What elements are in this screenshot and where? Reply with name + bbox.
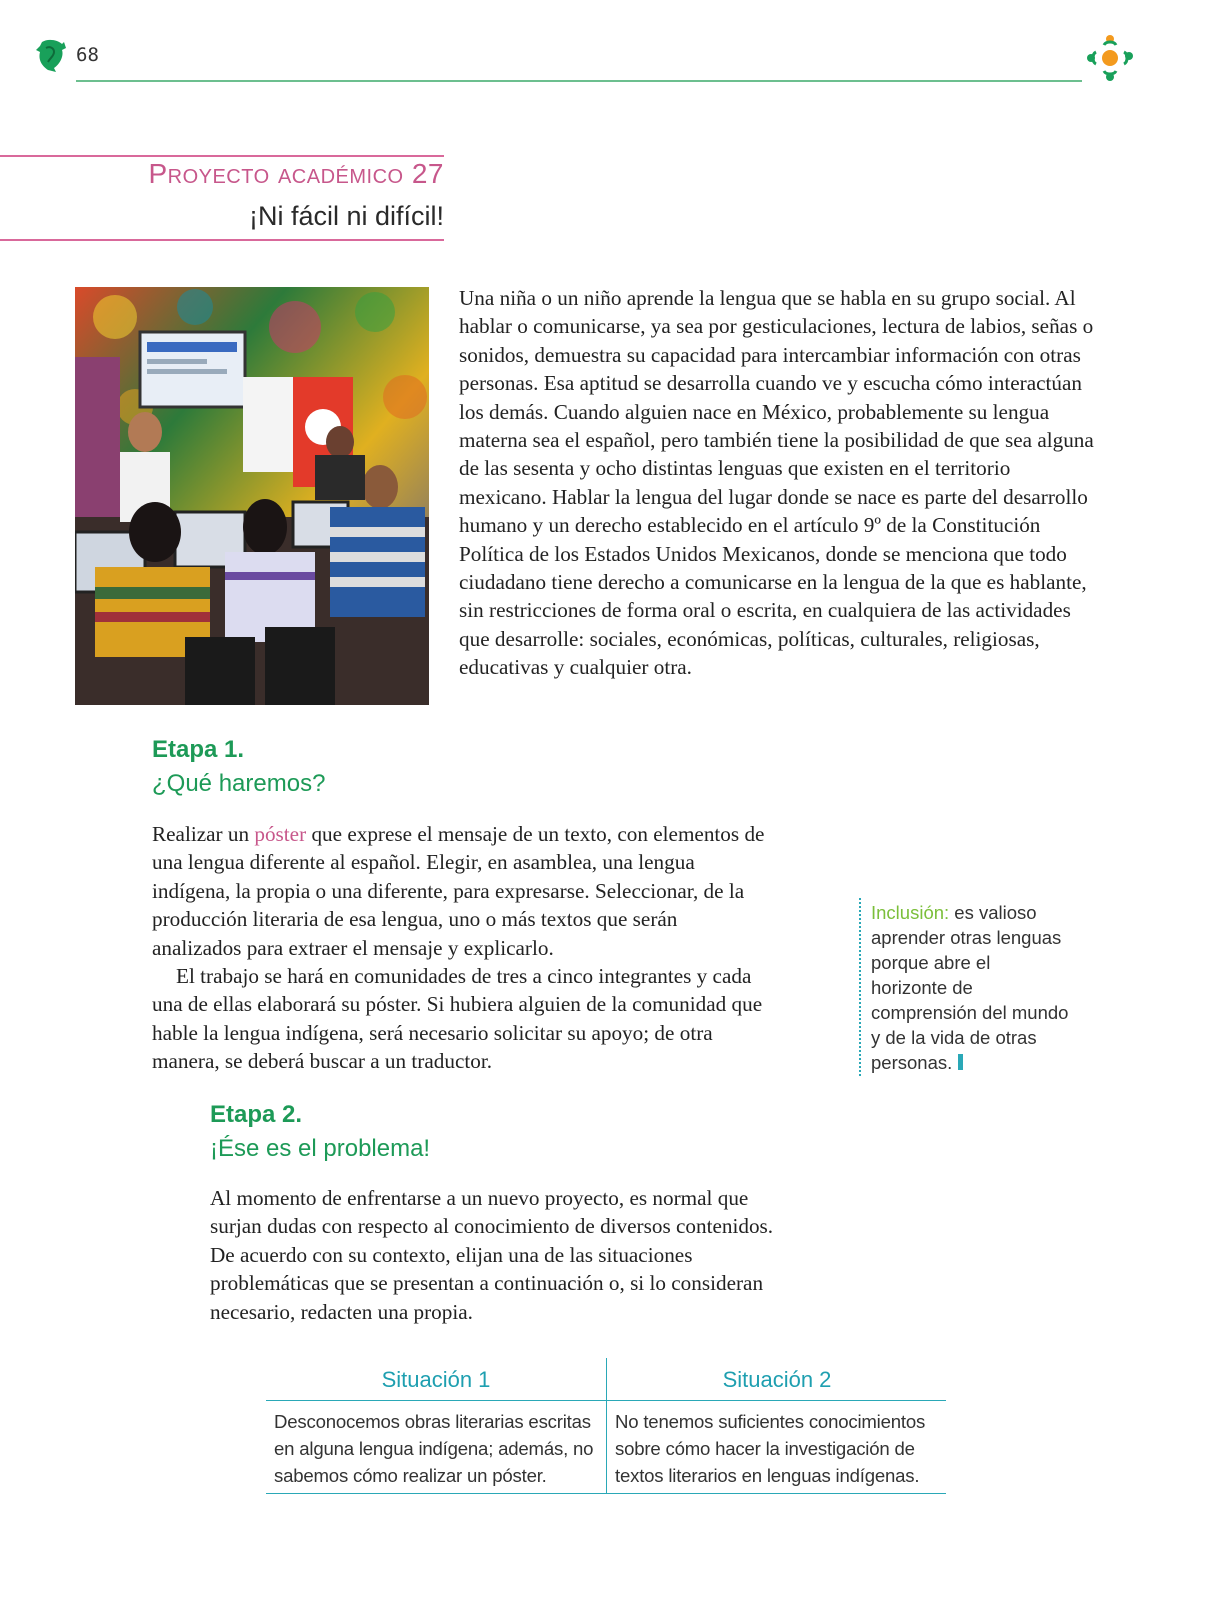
title-bottom-rule xyxy=(0,239,444,241)
title-top-rule xyxy=(0,155,444,157)
header-rule xyxy=(76,80,1082,82)
situation-2-header: Situación 2 xyxy=(722,1367,832,1392)
stage2-heading: Etapa 2. xyxy=(210,1101,303,1128)
sidebar-term: Inclusión: xyxy=(871,902,950,923)
stage1-p1-end: que exprese el mensaje de un texto, con elementos de una lengua diferente al español. Elegir, en asamblea, una lengua indígena, la propia o una diferente, para expresarse. Seleccionar, de la producción literaria de esa lengua, uno o más textos que serán analizados para extraer el mensaje y explicarlo. xyxy=(152,822,765,960)
stage2-subheading: ¡Ése es el problema! xyxy=(210,1135,431,1162)
classroom-photo xyxy=(75,287,429,705)
situation-1-text: Desconocemos obras literarias escritas en alguna lengua indígena; además, no sabemos cómo realizar un póster. xyxy=(274,1411,594,1486)
people-circle-logo-icon xyxy=(1082,32,1138,84)
project-title: ¡Ni fácil ni difícil! xyxy=(248,201,444,231)
sidebar-text: es valioso aprender otras lenguas porque abre el horizonte de comprensión del mundo y de la vida de otras personas. xyxy=(871,902,1069,1073)
poster-glossary-term: póster xyxy=(254,822,307,846)
stage2-paragraph: Al momento de enfrentarse a un nuevo proyecto, es normal que surjan dudas con respecto al conocimiento de diversos contenidos. De acuerdo con su contexto, elijan una de las situaciones problemáticas que se presentan a continuación o, si lo consideran necesario, redacten una propia. xyxy=(210,1186,774,1324)
situation-1-header: Situación 1 xyxy=(381,1367,491,1392)
stage1-paragraph-2: El trabajo se hará en comunidades de tres a cinco integrantes y cada una de ellas elaborará su póster. Si hubiera alguien de la comunidad que hable la lengua indígena, será necesario solicitar su apoyo; de otra manera, se deberá buscar a un traductor. xyxy=(152,964,763,1074)
intro-paragraph: Una niña o un niño aprende la lengua que se habla en su grupo social. Al hablar o comunicarse, ya sea por gesticulaciones, lectura de labios, señas o sonidos, demuestra su capacidad para intercambiar información con otras personas. Esa aptitud se desarrolla cuando ve y escucha cómo interactúan los demás. Cuando alguien nace en México, probablemente su lengua materna sea el español, pero también tiene la posibilidad de que sea alguna de las sesenta y ocho distintas lenguas que existen en el territorio mexicano. Hablar la lengua del lugar donde se nace es parte del desarrollo humano y un derecho establecido en el artículo 9º de la Constitución Política de los Estados Unidos Mexicanos, donde se menciona que todo ciudadano tiene derecho a comunicarse en la lengua de la que es hablante, sin restricciones de forma oral o escrita, en cualquiera de las actividades que desarrolle: sociales, económicas, políticas, culturales, religiosas, educativas y cualquier otra. xyxy=(459,286,1094,680)
stage1-subheading: ¿Qué haremos? xyxy=(152,770,326,797)
situation-2-text: No tenemos suficientes conocimientos sobre cómo hacer la investigación de textos literarios en lenguas indígenas. xyxy=(615,1411,926,1486)
sidebar-end-mark xyxy=(958,1054,963,1070)
table-bottom-rule xyxy=(266,1493,946,1494)
situations-table xyxy=(266,1358,946,1494)
book-logo-icon xyxy=(36,38,68,74)
project-label: Proyecto académico 27 xyxy=(148,158,444,189)
sidebar-dotted-rule xyxy=(859,898,861,1076)
table-column-divider xyxy=(606,1358,607,1494)
stage1-p1-start: Realizar un xyxy=(152,822,255,846)
stage1-heading: Etapa 1. xyxy=(152,736,245,763)
page-number: 68 xyxy=(76,44,99,66)
stage1-paragraph-1 xyxy=(152,820,772,962)
inclusion-sidebar-note xyxy=(871,900,1071,1075)
